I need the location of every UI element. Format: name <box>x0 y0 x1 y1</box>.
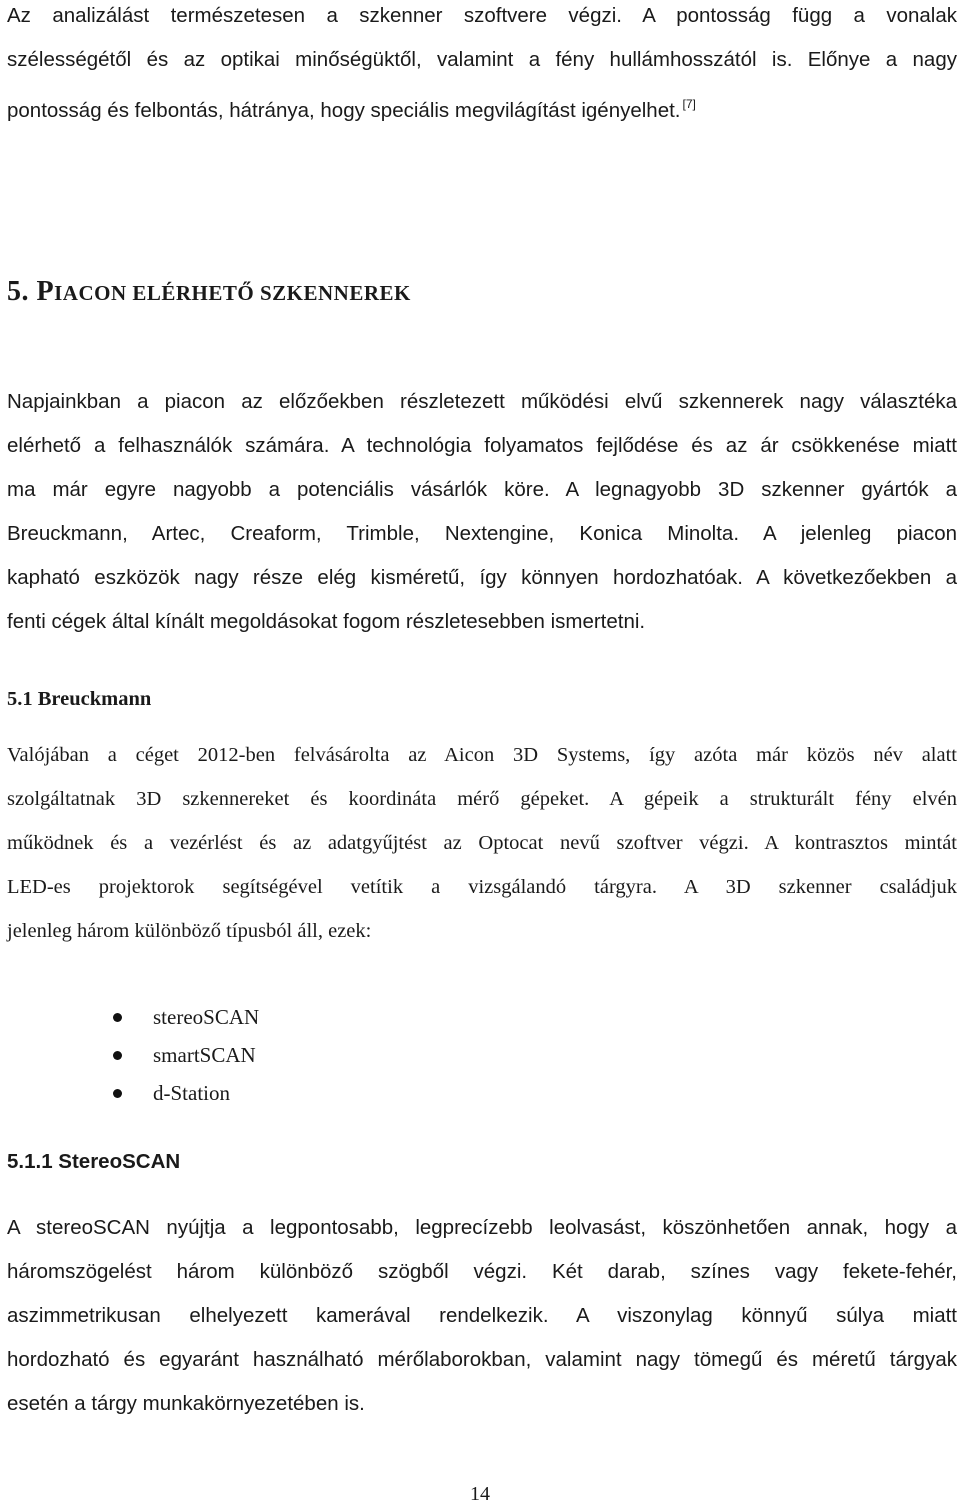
subsubsection-heading: 5.1.1 StereoSCAN <box>7 1150 181 1173</box>
section-title-initial: P <box>36 276 55 307</box>
text-line: szélességétől és az optikai minőségüktől, valamint a fény hullámhosszától is. Előnye a nagy <box>7 48 957 71</box>
text-line: háromszögelést három különböző szögből végzi. Két darab, színes vagy fekete-fehér, <box>7 1260 957 1283</box>
list-item-label: stereoSCAN <box>153 1005 260 1029</box>
subsection-heading: 5.1 Breuckmann <box>7 688 152 710</box>
bullet-icon <box>113 1051 122 1060</box>
text-line: Breuckmann, Artec, Creaform, Trimble, Nextengine, Konica Minolta. A jelenleg piacon <box>7 522 957 545</box>
text-line: szolgáltatnak 3D szkennereket és koordináta mérő gépeket. A gépeik a strukturált fény elvén <box>7 788 957 810</box>
list-item-label: smartSCAN <box>153 1043 256 1067</box>
text-line: hordozható és egyaránt használható mérőlaborokban, valamint nagy tömegű és méretű tárgyak <box>7 1348 957 1371</box>
text-line: esetén a tárgy munkakörnyezetében is. <box>7 1392 365 1415</box>
text-line <box>7 82 957 126</box>
intro-paragraph <box>7 0 957 126</box>
text-line: Napjainkban a piacon az előzőekben részletezett működési elvű szkennerek nagy választéka <box>7 390 957 413</box>
section-heading <box>7 276 411 308</box>
text-line: kapható eszközök nagy része elég kisméretű, így könnyen hordozhatóak. A következőekben a <box>7 566 957 589</box>
text-line: A stereoSCAN nyújtja a legpontosabb, legprecízebb leolvasást, köszönhetően annak, hogy a <box>7 1216 957 1239</box>
text-line: jelenleg három különböző típusból áll, ezek: <box>7 920 372 942</box>
list-item <box>113 998 259 1036</box>
text-line: ma már egyre nagyobb a potenciális vásárlók köre. A legnagyobb 3D szkenner gyártók a <box>7 478 957 501</box>
text-line: Valójában a céget 2012-ben felvásárolta az Aicon 3D Systems, így azóta már közös név alatt <box>7 744 957 766</box>
text-line: LED-es projektorok segítségével vetítik a vizsgálandó tárgyra. A 3D szkenner családjuk <box>7 876 957 898</box>
section-title-rest: IACON ELÉRHETŐ SZKENNEREK <box>54 281 411 305</box>
text-line: fenti cégek által kínált megoldásokat fogom részletesebben ismertetni. <box>7 610 646 633</box>
text-line: elérhető a felhasználók számára. A technológia folyamatos fejlődése és az ár csökkenése miatt <box>7 434 957 457</box>
list-item <box>113 1074 259 1112</box>
citation-reference[interactable]: [7] <box>682 97 696 111</box>
section-number: 5. <box>7 276 29 307</box>
list-item-label: d-Station <box>153 1081 230 1105</box>
product-list <box>113 998 259 1112</box>
list-item <box>113 1036 259 1074</box>
text-line-content: pontosság és felbontás, hátránya, hogy speciális megvilágítást igényelhet. <box>7 99 681 122</box>
text-line: aszimmetrikusan elhelyezett kamerával rendelkezik. A viszonylag könnyű súlya miatt <box>7 1304 957 1327</box>
text-line: Az analizálást természetesen a szkenner szoftvere végzi. A pontosság függ a vonalak <box>7 4 957 27</box>
subsection-paragraph <box>7 733 957 953</box>
text-line: működnek és a vezérlést és az adatgyűjtést az Optocat nevű szoftver végzi. A kontrasztos mintát <box>7 832 957 854</box>
page-number: 14 <box>470 1483 490 1505</box>
section-paragraph <box>7 380 957 644</box>
bullet-icon <box>113 1013 122 1022</box>
stereoscan-paragraph <box>7 1206 957 1426</box>
bullet-icon <box>113 1089 122 1098</box>
